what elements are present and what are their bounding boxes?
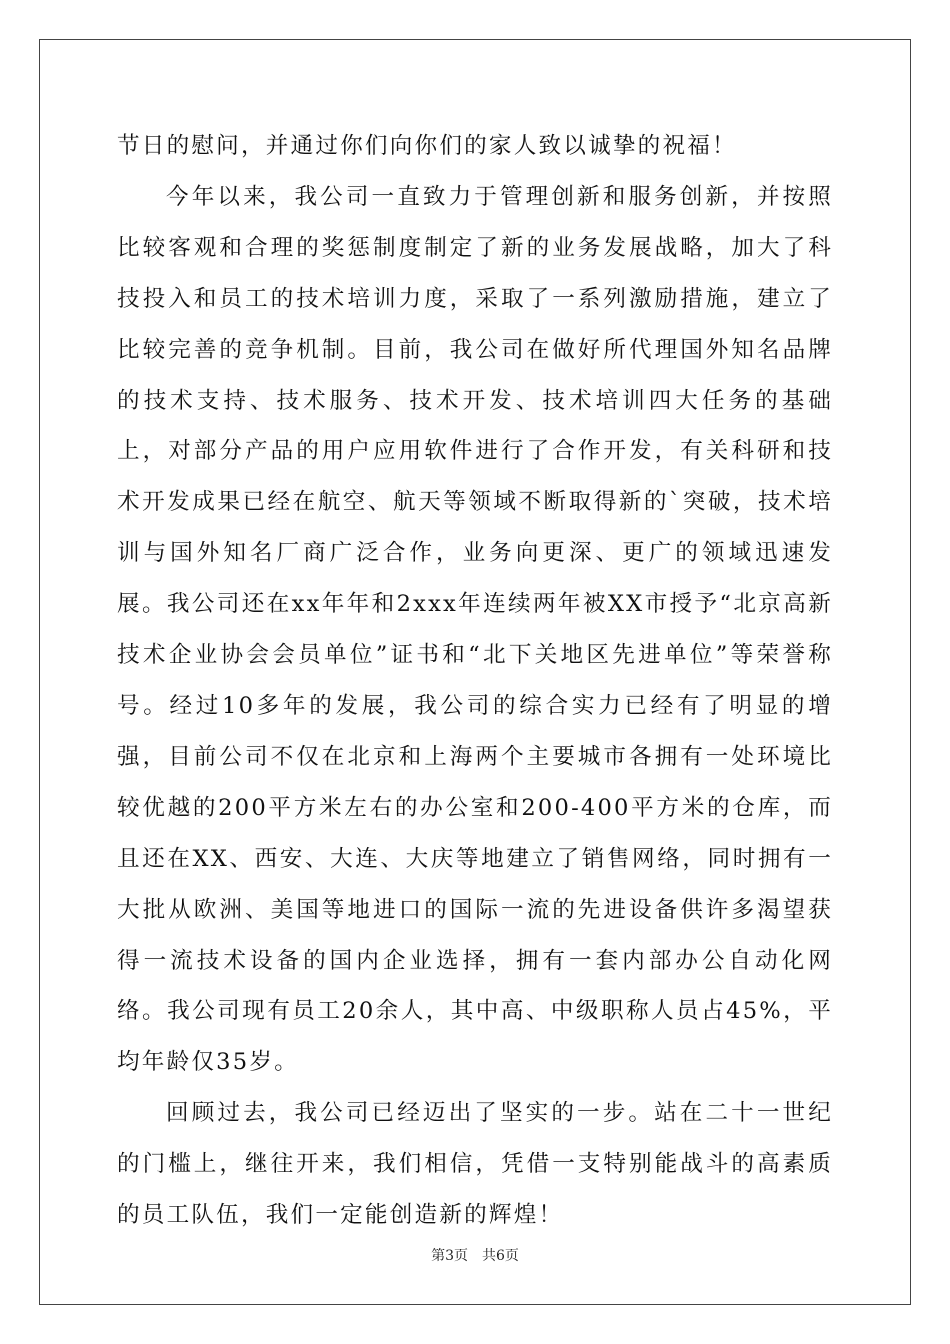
page-number-footer: 第3页 共6页 <box>431 1248 519 1264</box>
document-body <box>117 121 833 1241</box>
paragraph-closing: 回顾过去，我公司已经迈出了坚实的一步。站在二十一世纪的门槛上，继往开来，我们相信，凭借一支特别能战斗的高素质的员工队伍，我们一定能创造新的辉煌！ <box>117 1100 833 1229</box>
paragraph-company-overview: 今年以来，我公司一直致力于管理创新和服务创新，并按照比较客观和合理的奖惩制度制定了新的业务发展战略，加大了科技投入和员工的技术培训力度，采取了一系列激励措施，建立了比较完善的竞争机制。目前，我公司在做好所代理国外知名品牌的技术支持、技术服务、技术开发、技术培训四大任务的基础上，对部分产品的用户应用软件进行了合作开发，有关科研和技术开发成果已经在航空、航天等领域不断取得新的`突破，技术培训与国外知名厂商广泛合作，业务向更深、更广的领域迅速发展。我公司还在xx年年和2xxx年连续两年被XX市授予“北京高新技术企业协会会员单位”证书和“北下关地区先进单位”等荣誉称号。经过10多年的发展，我公司的综合实力已经有了明显的增强，目前公司不仅在北京和上海两个主要城市各拥有一处环境比较优越的200平方米左右的办公室和200-400平方米的仓库，而且还在XX、西安、大连、大庆等地建立了销售网络，同时拥有一大批从欧洲、美国等地进口的国际一流的先进设备供许多渴望获得一流技术设备的国内企业选择，拥有一套内部办公自动化网络。我公司现有员工20余人，其中高、中级职称人员占45%，平均年龄仅35岁。 <box>117 183 833 1076</box>
paragraph-continuation: 节日的慰问，并通过你们向你们的家人致以诚挚的祝福！ <box>117 133 737 159</box>
